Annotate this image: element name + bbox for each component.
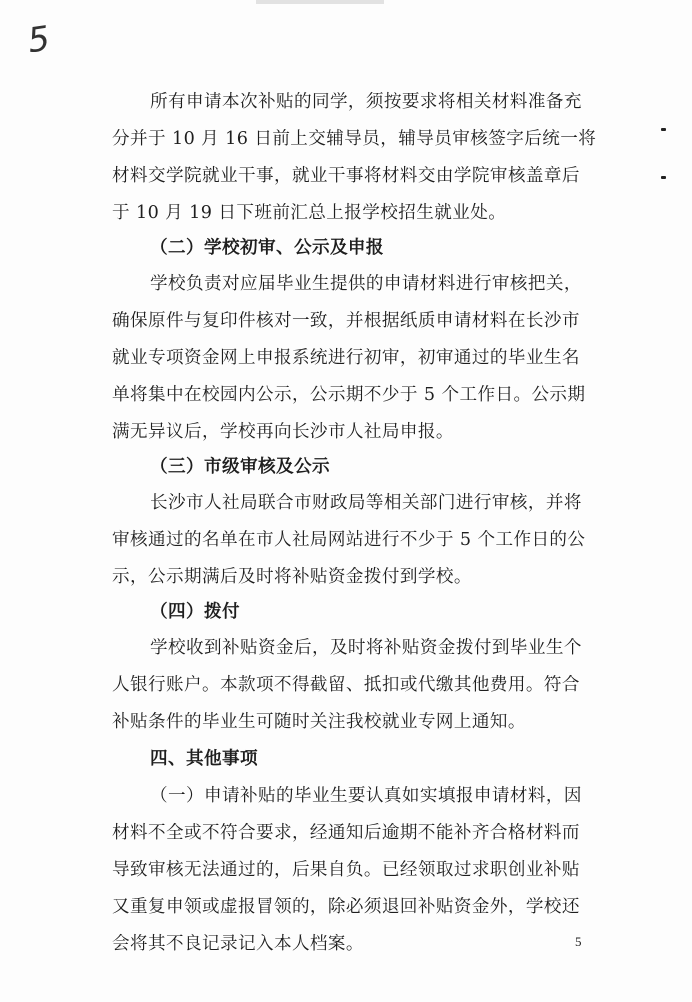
body-text-line: 学校收到补贴资金后，及时将补贴资金拨付到毕业生个 <box>150 638 582 658</box>
scan-speck <box>661 128 666 131</box>
body-text-line: 材料不全或不符合要求，经通知后逾期不能补齐合格材料而 <box>112 823 580 843</box>
body-text-line: 又重复申领或虚报冒领的，除必须退回补贴资金外，学校还 <box>112 897 580 917</box>
body-text-line: 长沙市人社局联合市财政局等相关部门进行审核，并将 <box>150 493 582 513</box>
handwritten-page-mark: 5 <box>25 18 53 62</box>
body-text-line: 审核通过的名单在市人社局网站进行不少于 5 个工作日的公 <box>112 530 586 550</box>
section-heading: （二）学校初审、公示及申报 <box>150 238 384 258</box>
chapter-heading: 四、其他事项 <box>150 749 258 769</box>
body-text-line: 满无异议后，学校再向长沙市人社局申报。 <box>112 422 454 442</box>
body-text-line: 材料交学院就业干事，就业干事将材料交由学院审核盖章后 <box>112 166 580 186</box>
scan-speck <box>661 176 666 179</box>
body-text-line: 导致审核无法通过的，后果自负。已经领取过求职创业补贴 <box>112 860 580 880</box>
body-text-line: 就业专项资金网上申报系统进行初审，初审通过的毕业生名 <box>112 348 580 368</box>
scan-edge-mark <box>256 0 384 4</box>
page-number: 5 <box>575 934 582 949</box>
body-text-line: 学校负责对应届毕业生提供的申请材料进行审核把关， <box>150 274 582 294</box>
body-text-line: （一）申请补贴的毕业生要认真如实填报申请材料，因 <box>150 786 582 806</box>
section-heading: （四）拨付 <box>150 602 240 622</box>
body-text-line: 于 10 月 19 日下班前汇总上报学校招生就业处。 <box>112 203 507 223</box>
body-text-line: 示，公示期满后及时将补贴资金拨付到学校。 <box>112 567 472 587</box>
body-text-line: 分并于 10 月 16 日前上交辅导员，辅导员审核签字后统一将 <box>112 129 597 149</box>
body-text-line: 人银行账户。本款项不得截留、抵扣或代缴其他费用。符合 <box>112 675 580 695</box>
body-text-line: 所有申请本次补贴的同学，须按要求将相关材料准备充 <box>150 92 582 112</box>
body-text-line: 确保原件与复印件核对一致，并根据纸质申请材料在长沙市 <box>112 311 580 331</box>
body-text-line: 补贴条件的毕业生可随时关注我校就业专网上通知。 <box>112 712 526 732</box>
body-text-line: 单将集中在校园内公示，公示期不少于 5 个工作日。公示期 <box>112 385 586 405</box>
body-text-line: 会将其不良记录记入本人档案。 <box>112 934 364 954</box>
section-heading: （三）市级审核及公示 <box>150 457 330 477</box>
